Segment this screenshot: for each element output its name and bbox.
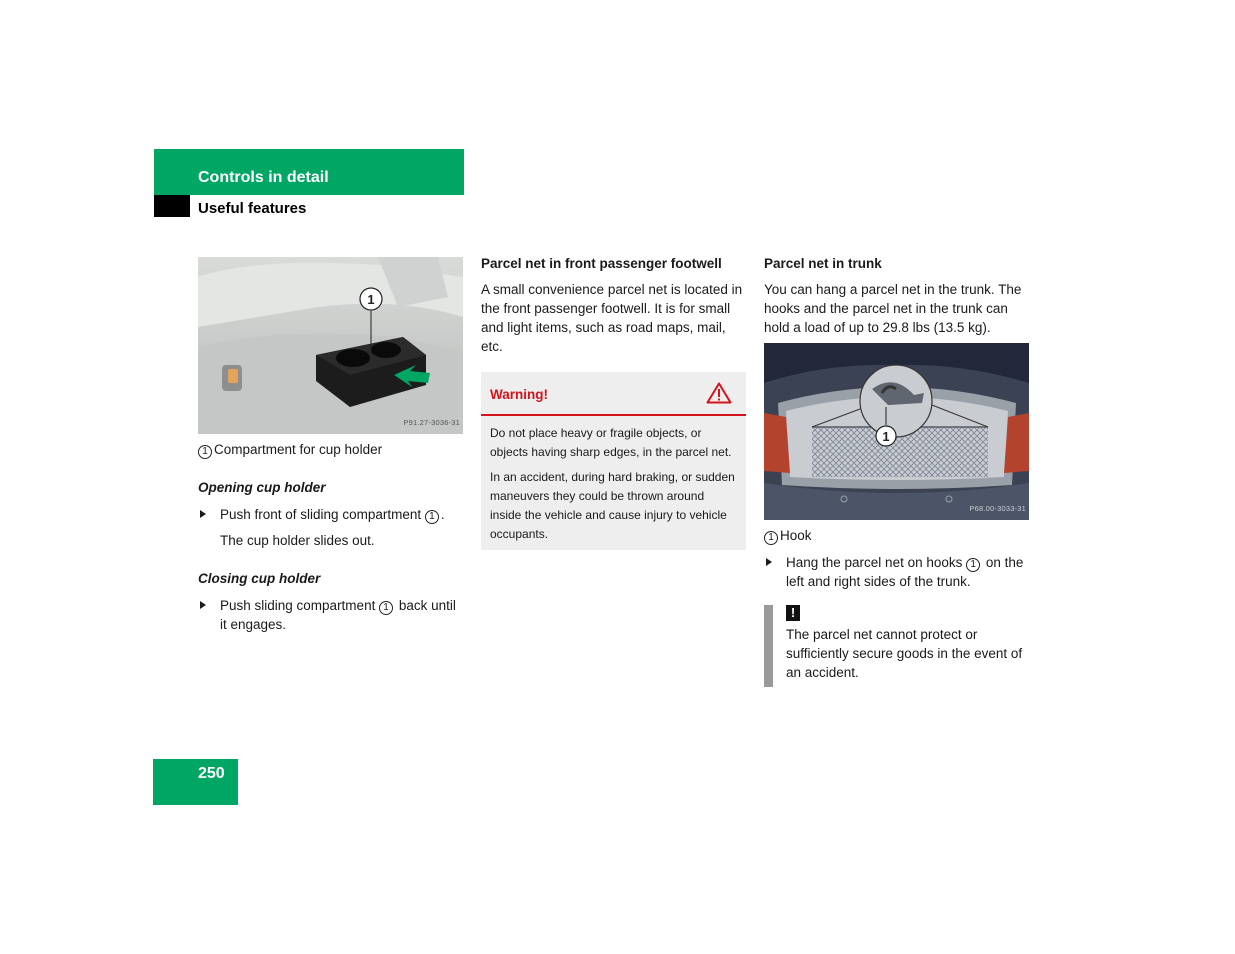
closing-step: Push sliding compartment 1 back until it engages. — [198, 596, 464, 634]
warning-paragraph: In an accident, during hard braking, or sudden maneuvers they could be thrown around inside the vehicle and cause injury to vehicle occupants. — [490, 470, 735, 541]
bullet-arrow-icon — [766, 558, 772, 566]
column-cup-holder — [198, 257, 464, 634]
callout-number: 1 — [966, 558, 980, 572]
callout-number: 1 — [379, 601, 393, 615]
warning-title: Warning! — [490, 387, 548, 402]
warning-header — [481, 372, 746, 416]
note-bar — [764, 605, 773, 687]
warning-triangle-icon — [706, 382, 732, 404]
caption-text: Compartment for cup holder — [214, 442, 383, 457]
subsection-title: Useful features — [198, 200, 307, 217]
callout-number: 1 — [425, 510, 439, 524]
trunk-body: You can hang a parcel net in the trunk. The hooks and the parcel net in the trunk can hold a load of up to 29.8 lbs (13.5 kg). — [764, 282, 1022, 335]
exclamation-icon: ! — [786, 605, 800, 621]
hang-net-step: Hang the parcel net on hooks 1 on the left and right sides of the trunk. — [764, 553, 1029, 591]
footwell-body: A small convenience parcel net is located in the front passenger footwell. It is for small and light items, such as road maps, mail, etc. — [481, 282, 743, 354]
subsection-marker — [154, 195, 190, 217]
trunk-figure — [764, 343, 1029, 520]
cup-holder-callout: 1 — [367, 292, 375, 307]
note-text: The parcel net cannot protect or sufficiently secure goods in the event of an accident. — [786, 627, 1023, 680]
closing-heading: Closing cup holder — [198, 571, 321, 586]
callout-number: 1 — [198, 445, 212, 459]
page-number-box — [153, 759, 238, 805]
column-trunk-net — [764, 254, 1029, 682]
caption-text: Hook — [780, 528, 812, 543]
figure-code: P91.27-3036-31 — [403, 418, 460, 427]
figure-code: P68.00-3033-31 — [969, 504, 1026, 513]
bullet-arrow-icon — [200, 601, 206, 609]
figure-caption — [198, 440, 464, 459]
column-footwell-net — [481, 254, 746, 550]
opening-heading: Opening cup holder — [198, 480, 326, 495]
bullet-arrow-icon — [200, 510, 206, 518]
cup-holder-illustration — [198, 257, 463, 434]
warning-body — [481, 416, 746, 550]
callout-number: 1 — [764, 531, 778, 545]
section-title: Controls in detail — [198, 169, 329, 186]
figure-caption — [764, 526, 1029, 545]
cup-holder-figure — [198, 257, 463, 434]
warning-box — [481, 372, 746, 550]
page-number: 250 — [198, 765, 225, 782]
trunk-heading: Parcel net in trunk — [764, 256, 882, 271]
opening-step: Push front of sliding compartment 1 . — [198, 505, 464, 524]
trunk-illustration — [764, 343, 1029, 520]
hook-callout: 1 — [882, 429, 890, 444]
warning-paragraph: Do not place heavy or fragile objects, or objects having sharp edges, in the parcel net. — [490, 426, 732, 459]
opening-result: The cup holder slides out. — [220, 533, 375, 548]
footwell-heading: Parcel net in front passenger footwell — [481, 256, 722, 271]
note-box — [764, 605, 1029, 682]
